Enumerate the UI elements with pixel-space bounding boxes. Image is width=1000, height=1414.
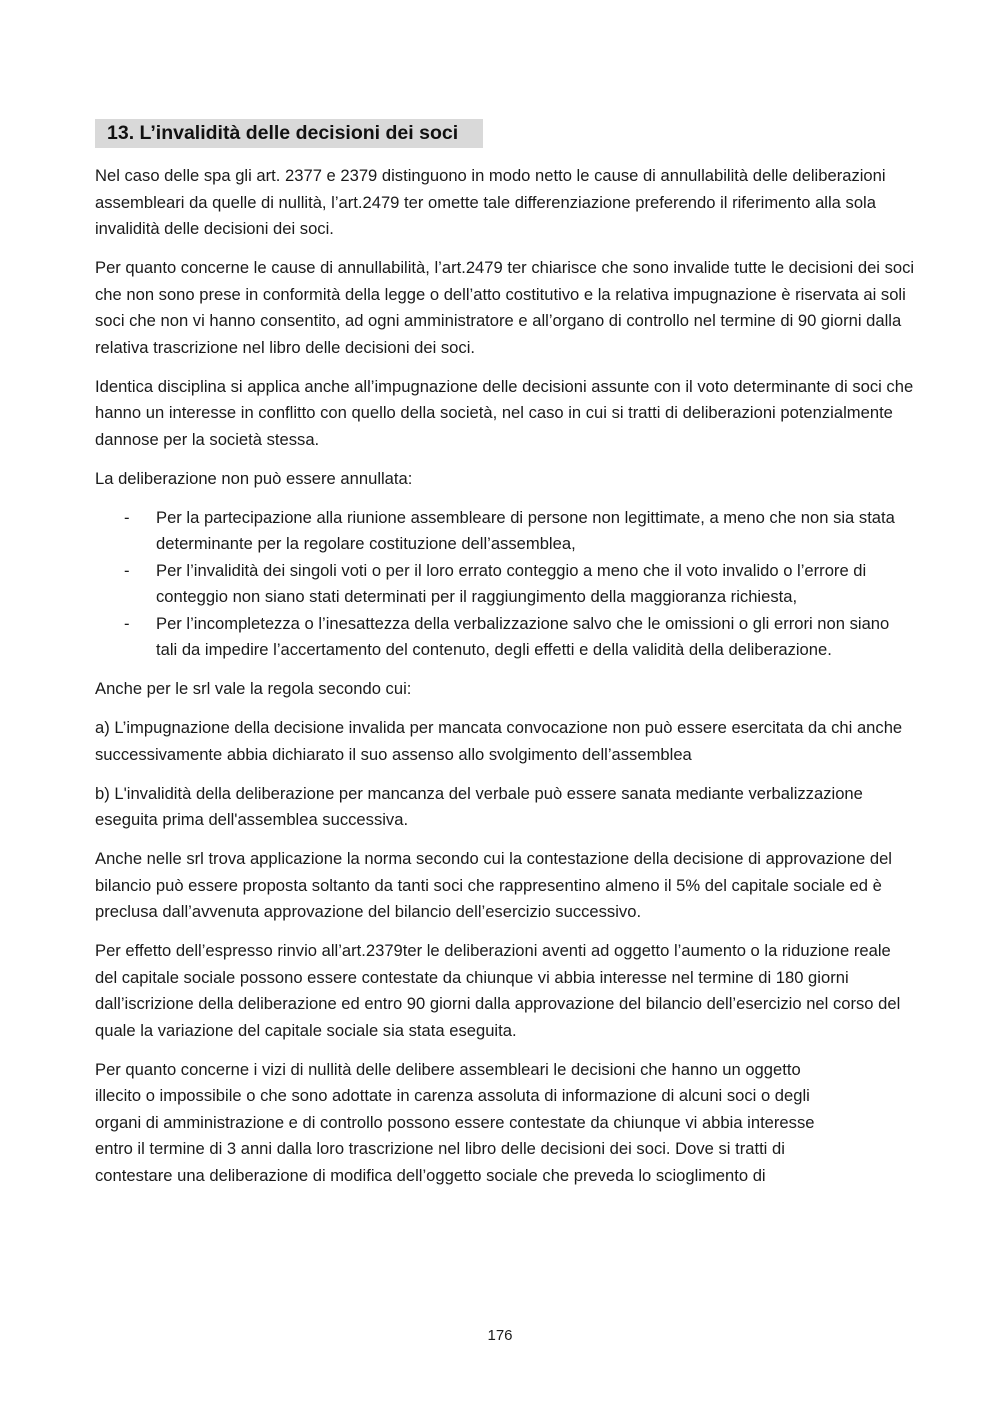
body-text [95,163,915,1202]
paragraph-last [95,1057,915,1190]
paragraph: Anche per le srl vale la regola secondo cui: [95,679,412,698]
list-dash-marker: - [124,507,130,527]
paragraph: Anche nelle srl trova applicazione la norma secondo cui la contestazione della decisione di approvazione del bilancio può essere proposta soltanto da tanti soci che rappresentino almeno il 5% del capitale sociale ed è preclusa dall’avvenuta approvazione del bilancio dell’esercizio successivo. [95,849,892,921]
page-number: 176 [487,1327,513,1344]
dash-list [95,505,915,664]
list-dash-marker: - [124,560,130,580]
list-dash-marker: - [124,613,130,633]
list-item [95,611,915,664]
paragraph: Per quanto concerne le cause di annullabilità, l’art.2479 ter chiarisce che sono invalide tutte le decisioni dei soci che non sono prese in conformità della legge o dell’atto costitutivo e la relativa impugnazione è riservata ai soli soci che non vi hanno consentito, ad ogni amministratore e all’organo di controllo nel termine di 90 giorni dalla relativa trascrizione nel libro delle decisioni dei soci. [95,258,915,357]
list-item-text: Per l’incompletezza o l’inesattezza della verbalizzazione salvo che le omissioni o gli errori non siano tali da impedire l’accertamento del contenuto, degli effetti e della validità della deliberazione. [156,613,890,659]
text-line: Per quanto concerne i vizi di nullità delle delibere assembleari le decisioni che hanno un oggetto [95,1059,801,1079]
section-heading: 13. L’invalidità delle decisioni dei soci [95,119,483,148]
paragraph: b) L'invalidità della deliberazione per mancanza del verbale può essere sanata mediante verbalizzazione eseguita prima dell'assemblea successiva. [95,783,863,829]
list-item-text: Per l’invalidità dei singoli voti o per il loro errato conteggio a meno che il voto invalido o l’errore di conteggio non siano stati determinati per il raggiungimento della maggioranza richiesta, [156,560,867,606]
list-item-text: Per la partecipazione alla riunione assembleare di persone non legittimate, a meno che non sia stata determinante per la regolare costituzione dell’assemblea, [156,507,895,553]
paragraph: Per effetto dell’espresso rinvio all’art.2379ter le deliberazioni aventi ad oggetto l’aumento o la riduzione reale del capitale sociale possono essere contestate da chiunque vi abbia interesse nel termine di 180 giorni dall’iscrizione della deliberazione ed entro 90 giorni dalla approvazione del bilancio dell’esercizio nel corso del quale la variazione del capitale sociale sia stata eseguita. [95,941,901,1040]
paragraph: Identica disciplina si applica anche all’impugnazione delle decisioni assunte con il voto determinante di soci che hanno un interesse in conflitto con quello della società, nel caso in cui si tratti di deliberazioni potenzialmente dannose per la società stessa. [95,376,914,449]
paragraph: a) L’impugnazione della decisione invalida per mancata convocazione non può essere esercitata da chi anche successivamente abbia dichiarato il suo assenso allo svolgimento dell’assemblea [95,718,903,764]
list-item [95,505,915,558]
text-line: contestare una deliberazione di modifica dell’oggetto sociale che preveda lo scioglimento di [95,1165,766,1185]
text-line: organi di amministrazione e di controllo possono essere contestate da chiunque vi abbia interesse [95,1112,815,1132]
paragraph: La deliberazione non può essere annullata: [95,468,413,488]
text-line: entro il termine di 3 anni dalla loro trascrizione nel libro delle decisioni dei soci. Dove si tratti di [95,1139,785,1158]
paragraph: Nel caso delle spa gli art. 2377 e 2379 distinguono in modo netto le cause di annullabilità delle deliberazioni assembleari da quelle di nullità, l’art.2479 ter omette tale differenziazione preferendo il riferimento alla sola invalidità delle decisioni dei soci. [95,166,886,238]
list-item [95,558,915,611]
text-line: illecito o impossibile o che sono adottate in carenza assoluta di informazione di alcuni soci o degli [95,1086,810,1105]
